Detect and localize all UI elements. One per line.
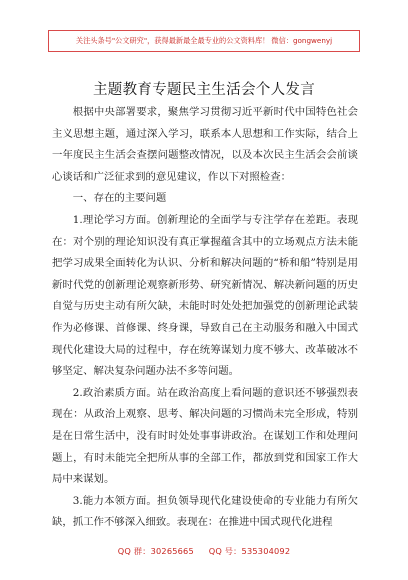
header-wechat-text: 微信：gongwenyj	[271, 36, 333, 45]
header-promo-text: 关注头条号"公文研究"，获得最新最全最专业的公文资料库！	[75, 36, 270, 45]
document-title: 主题教育专题民主生活会个人发言	[93, 82, 315, 98]
footer-qq-group: QQ 群：30265665	[117, 546, 194, 556]
intro-paragraph: 根据中央部署要求，聚焦学习贯彻习近平新时代中国特色社会主义思想主题，通过深入学习，联系本人思想和工作实际，结合上一年度民主生活会查摆问题整改情况，以及本次民主生活会会前谈心谈话和广泛征求到的意见建议，作以下对照检查：	[52, 106, 358, 183]
section-heading: 一、存在的主要问题	[72, 192, 167, 205]
footer-qq-number: QQ 号：535304092	[208, 546, 291, 556]
footer-contact	[0, 546, 408, 557]
paragraph-theory-study: 1.理论学习方面。创新理论的全面学与专注学存在差距。表现在：对个别的理论知识没有真正掌握蕴含其中的立场观点方法未能把学习成果全面转化为认识、分析和解决问题的“桥和船”特别是用新时代党的创新理论观察新形势、研究新情况、解决新问题的历史自觉与历史主动有所欠缺，未能时时处处把加强党的创新理论武装作为必修课、首修课、终身课，导致自己在主动服务和融入中国式现代化建设大局的过程中，存在统筹谋划力度不够大、改革破冰不够坚定、解决复杂问题办法不多等问题。	[52, 213, 358, 378]
paragraph-political-quality: 2.政治素质方面。站在政治高度上看问题的意识还不够强烈表现在：从政治上观察、思考、解决问题的习惯尚未完全形成，特别是在日常生活中，没有时时处处事事讲政治。在谋划工作和处理问题上，有时未能完全把所从事的全部工作，都放到党和国家工作大局中来谋划。	[52, 386, 358, 486]
header-banner	[48, 30, 360, 52]
document-body	[52, 102, 358, 534]
paragraph-ability: 3.能力本领方面。担负领导现代化建设使命的专业能力有所欠缺，抓工作不够深入细致。表现在：在推进中国式现代化进程	[52, 494, 358, 529]
